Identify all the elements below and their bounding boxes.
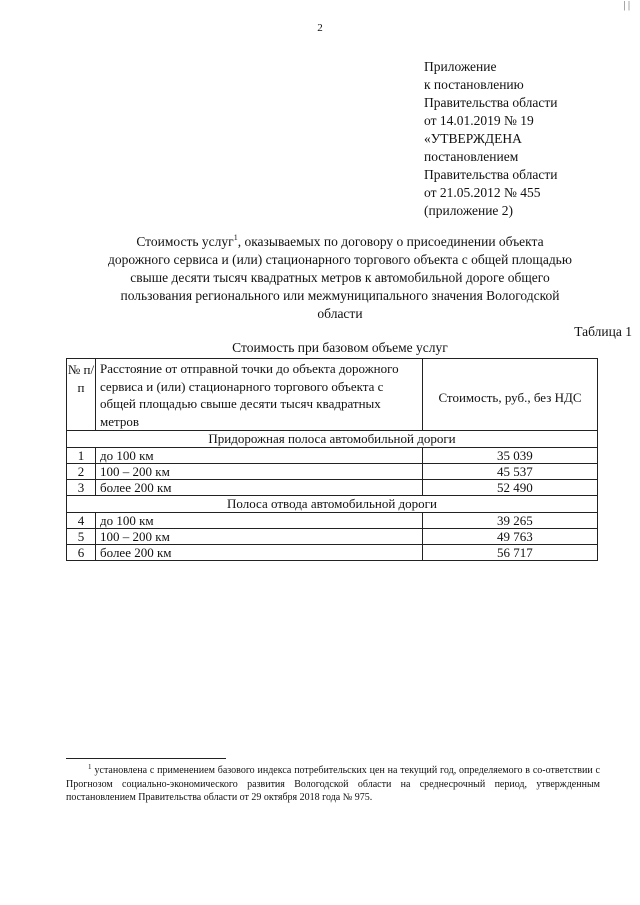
title-line-5: области (317, 306, 363, 321)
approval-line: постановлением (424, 149, 519, 164)
table-caption: Стоимость при базовом объеме услуг (232, 340, 448, 355)
row-distance: более 200 км (96, 480, 423, 496)
approval-line: к постановлению (424, 77, 524, 92)
table-row (67, 480, 598, 496)
row-cost: 45 537 (423, 464, 598, 480)
footnote-ref: 1 (233, 233, 238, 242)
cost-table (66, 358, 598, 561)
table-row (67, 529, 598, 545)
title-line-4: пользования регионального или межмуниципального значения Вологодской (120, 288, 560, 303)
title-line-1 (40, 233, 640, 251)
approval-line: от 21.05.2012 № 455 (424, 185, 541, 200)
approval-line: Правительства области (424, 167, 558, 182)
table-header-row (67, 359, 598, 431)
page-number: 2 (317, 22, 323, 34)
section-row (67, 496, 598, 513)
table-row (67, 464, 598, 480)
row-cost: 56 717 (423, 545, 598, 561)
row-cost: 39 265 (423, 513, 598, 529)
footnote-marker: 1 (88, 763, 92, 771)
row-num: 1 (67, 448, 96, 464)
footnote-divider (66, 758, 226, 759)
row-distance: 100 – 200 км (96, 529, 423, 545)
approval-line: от 14.01.2019 № 19 (424, 113, 534, 128)
row-distance: до 100 км (96, 513, 423, 529)
approval-block (424, 58, 634, 220)
row-distance: до 100 км (96, 448, 423, 464)
footnote-text: установлена с применением базового индекса потребительских цен на текущий год, определяемого в со-ответствии с Прогнозом социально-экономического развития Вологодской области на среднесрочный период, утвержденным постановлением Правительства области от 29 октября 2018 года № 975. (66, 765, 600, 803)
document-title (40, 233, 640, 323)
row-distance: более 200 км (96, 545, 423, 561)
table-row (67, 513, 598, 529)
row-cost: 49 763 (423, 529, 598, 545)
header-distance: Расстояние от отправной точки до объекта дорожного сервиса и (или) стационарного торгового объекта с общей площадью свыше десяти тысяч квадратных метров (96, 359, 423, 431)
title-line-2: дорожного сервиса и (или) стационарного торгового объекта с общей площадью (108, 252, 572, 267)
approval-line: Правительства области (424, 95, 558, 110)
row-num: 4 (67, 513, 96, 529)
title-text: Стоимость услуг (136, 234, 234, 249)
row-distance: 100 – 200 км (96, 464, 423, 480)
approval-line: «УТВЕРЖДЕНА (424, 131, 522, 146)
table-row (67, 448, 598, 464)
row-num: 5 (67, 529, 96, 545)
header-cost: Стоимость, руб., без НДС (423, 359, 598, 431)
table-label: Таблица 1 (574, 324, 632, 339)
row-num: 2 (67, 464, 96, 480)
title-text: , оказываемых по договору о присоединении объекта (237, 234, 544, 249)
table-row (67, 545, 598, 561)
section-title: Полоса отвода автомобильной дороги (67, 496, 598, 513)
row-cost: 52 490 (423, 480, 598, 496)
corner-mark: | | (623, 0, 630, 11)
row-num: 6 (67, 545, 96, 561)
title-line-3: свыше десяти тысяч квадратных метров к автомобильной дороге общего (130, 270, 550, 285)
section-row (67, 431, 598, 448)
header-num: № п/п (67, 359, 96, 431)
footnote (66, 764, 600, 805)
approval-line: (приложение 2) (424, 203, 514, 218)
section-title: Придорожная полоса автомобильной дороги (67, 431, 598, 448)
row-cost: 35 039 (423, 448, 598, 464)
row-num: 3 (67, 480, 96, 496)
approval-line: Приложение (424, 59, 497, 74)
